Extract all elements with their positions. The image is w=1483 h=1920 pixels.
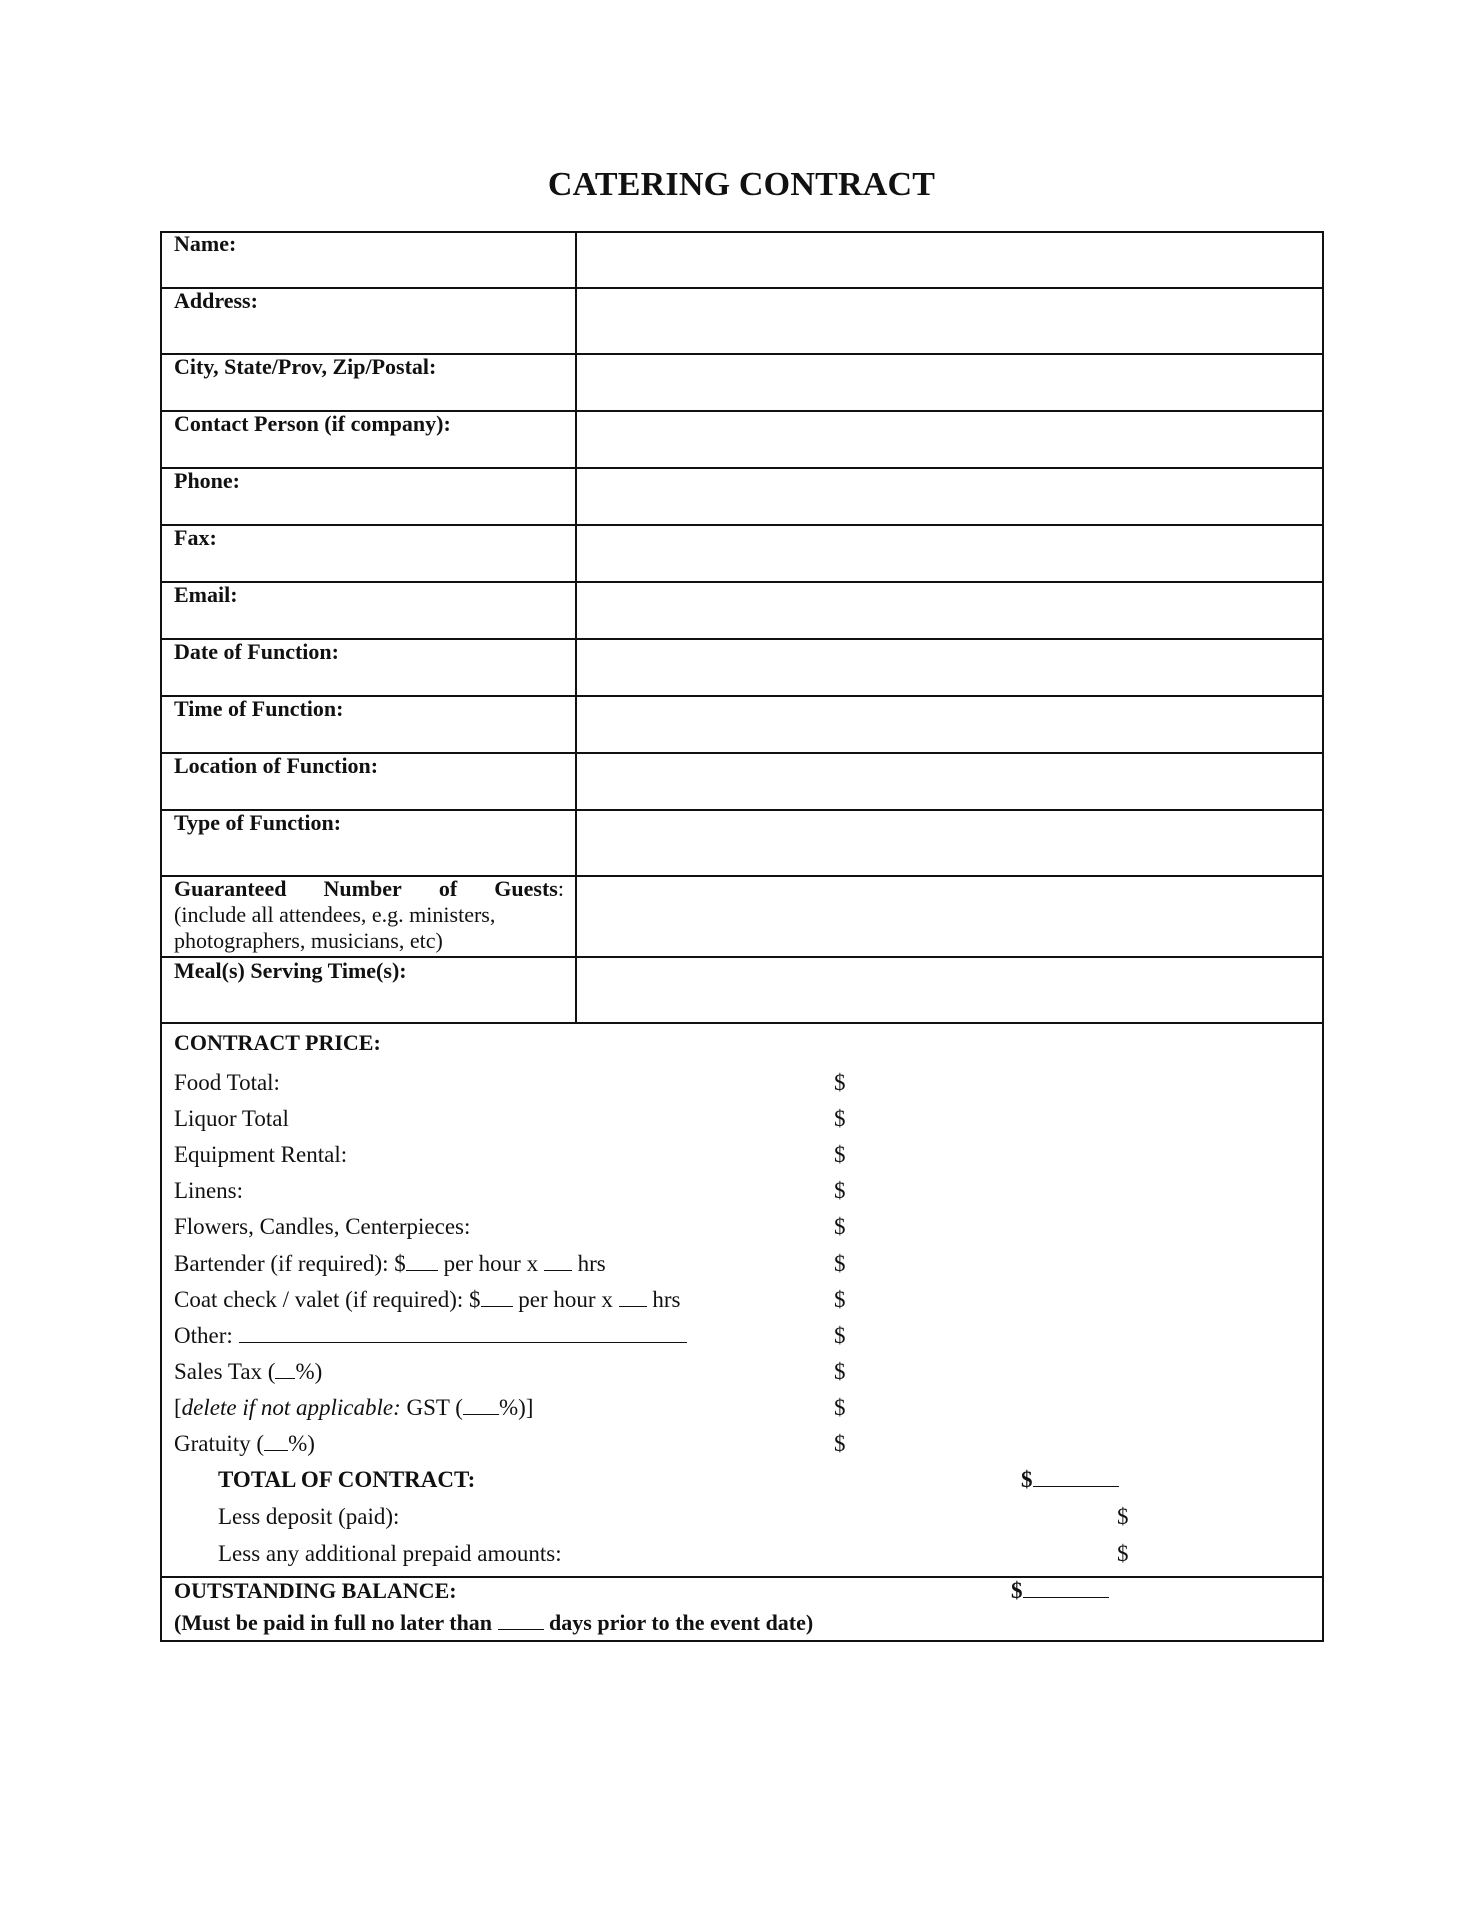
- name-label: Name:: [174, 231, 237, 256]
- dollar-sign: $: [834, 1431, 846, 1456]
- outstanding-balance-label: OUTSTANDING BALANCE:: [174, 1578, 457, 1603]
- other-line: Other:: [174, 1322, 687, 1350]
- meal-serving-time-label: Meal(s) Serving Time(s):: [174, 958, 407, 983]
- dollar-sign: $: [834, 1106, 846, 1131]
- guests-colon: :: [557, 876, 564, 901]
- phone-field[interactable]: [580, 470, 1320, 523]
- rate-blank[interactable]: [406, 1252, 438, 1271]
- coat-check-line: Coat check / valet (if required): $ per hour x hrs: [174, 1287, 681, 1312]
- percent-blank[interactable]: [463, 1396, 499, 1415]
- dollar-sign: $: [834, 1142, 846, 1167]
- flowers-label: Flowers, Candles, Centerpieces:: [174, 1214, 471, 1239]
- gratuity-line: Gratuity ( %): [174, 1431, 315, 1456]
- other-blank[interactable]: [239, 1324, 687, 1343]
- percent-blank[interactable]: [264, 1432, 288, 1451]
- dollar-sign: $: [834, 1070, 846, 1095]
- prepaid-label: Less any additional prepaid amounts:: [218, 1541, 562, 1566]
- dollar-sign: $: [834, 1287, 846, 1312]
- hours-blank[interactable]: [619, 1288, 647, 1307]
- column-divider: [575, 231, 577, 1024]
- balance-note: (Must be paid in full no later than days prior to the event date): [174, 1610, 814, 1635]
- dollar-sign: $: [834, 1251, 846, 1276]
- food-total-label: Food Total:: [174, 1070, 280, 1095]
- row-divider: [160, 1022, 1324, 1024]
- guests-note-line-1: (include all attendees, e.g. ministers,: [174, 902, 496, 927]
- dollar-sign: $: [834, 1214, 846, 1239]
- equipment-rental-label: Equipment Rental:: [174, 1142, 348, 1167]
- city-field[interactable]: [580, 356, 1320, 409]
- email-field[interactable]: [580, 584, 1320, 637]
- guests-word: Guaranteed: [174, 876, 287, 901]
- address-label: Address:: [174, 288, 258, 313]
- balance-amount: $: [1011, 1577, 1109, 1605]
- fax-field[interactable]: [580, 527, 1320, 580]
- fax-label: Fax:: [174, 525, 217, 550]
- dollar-sign: $: [1117, 1504, 1129, 1529]
- email-label: Email:: [174, 582, 238, 607]
- time-of-function-field[interactable]: [580, 698, 1320, 751]
- dollar-sign: $: [834, 1359, 846, 1384]
- type-of-function-label: Type of Function:: [174, 810, 342, 835]
- total-of-contract-label: TOTAL OF CONTRACT:: [218, 1467, 476, 1492]
- location-of-function-field[interactable]: [580, 755, 1320, 808]
- bartender-line: Bartender (if required): $ per hour x hrs: [174, 1251, 606, 1276]
- guests-word: Guests: [494, 876, 558, 901]
- phone-label: Phone:: [174, 468, 240, 493]
- dollar-sign: $: [834, 1395, 846, 1420]
- guests-label: [174, 876, 564, 954]
- contract-price-heading: CONTRACT PRICE:: [174, 1030, 381, 1055]
- dollar-sign: $: [834, 1323, 846, 1348]
- rate-blank[interactable]: [481, 1288, 513, 1307]
- name-field[interactable]: [580, 234, 1320, 286]
- type-of-function-field[interactable]: [580, 812, 1320, 874]
- guests-word: of: [438, 876, 458, 901]
- row-divider: [160, 524, 1324, 526]
- contact-person-field[interactable]: [580, 413, 1320, 466]
- date-of-function-field[interactable]: [580, 641, 1320, 694]
- guests-field[interactable]: [580, 878, 1320, 955]
- sales-tax-line: Sales Tax ( %): [174, 1359, 323, 1384]
- guests-word: Number: [323, 876, 402, 901]
- total-blank[interactable]: [1033, 1468, 1119, 1487]
- row-divider: [160, 287, 1324, 289]
- document-title: CATERING CONTRACT: [547, 166, 936, 203]
- time-of-function-label: Time of Function:: [174, 696, 344, 721]
- meal-serving-time-field[interactable]: [580, 959, 1320, 1021]
- linens-label: Linens:: [174, 1178, 243, 1203]
- location-of-function-label: Location of Function:: [174, 753, 379, 778]
- contact-person-label: Contact Person (if company):: [174, 411, 451, 436]
- dollar-sign: $: [834, 1178, 846, 1203]
- dollar-sign: $: [1117, 1541, 1129, 1566]
- days-blank[interactable]: [498, 1611, 544, 1630]
- guests-note-line-2: photographers, musicians, etc): [174, 928, 443, 953]
- percent-blank[interactable]: [275, 1360, 295, 1379]
- address-field[interactable]: [580, 290, 1320, 352]
- balance-blank[interactable]: [1023, 1579, 1109, 1598]
- row-divider: [160, 467, 1324, 469]
- deposit-label: Less deposit (paid):: [218, 1504, 400, 1529]
- row-divider: [160, 581, 1324, 583]
- city-label: City, State/Prov, Zip/Postal:: [174, 354, 437, 379]
- hours-blank[interactable]: [544, 1252, 572, 1271]
- gst-line: [delete if not applicable: GST ( %)]: [174, 1395, 534, 1420]
- total-amount: $: [1021, 1466, 1119, 1494]
- liquor-total-label: Liquor Total: [174, 1106, 289, 1131]
- date-of-function-label: Date of Function:: [174, 639, 339, 664]
